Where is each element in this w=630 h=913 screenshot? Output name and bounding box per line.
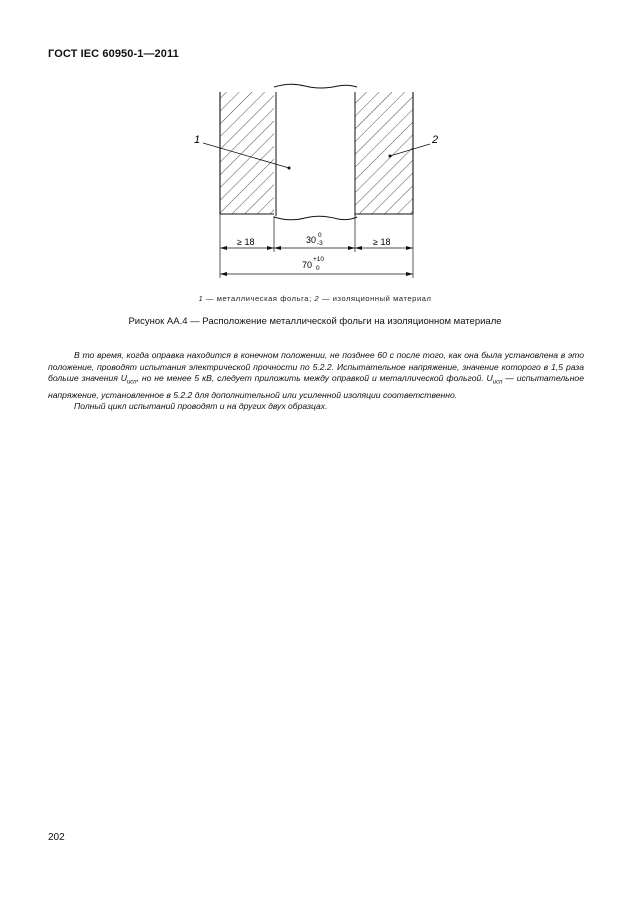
callout-1: 1 [194,134,201,146]
paragraph-1: В то время, когда оправка находится в конечном положении, не позднее 60 с после того, как она была установлена в это положение, проводят испытания электрической прочности по 5.2.2. Испытательное напряжение, значение которого в 1,5 раза больше значения $U_{исп}$, но не менее 5 кВ, следует приложить между оправкой и металлической фольгой. $U_{исп}$ — испытательное напряжение, установленное в 5.2.2 для дополнительной или усиленной изоляции соответственно. [48,350,584,400]
legend-num-1: 1 [198,294,204,303]
figure-foil-diagram [0,0,630,300]
page-number: 202 [48,832,65,843]
dim-left: ≥ 18 [237,237,255,247]
insulation-right [355,92,413,214]
figure-caption: Рисунок АА.4 — Расположение металлической фольги на изоляционном материале [128,316,502,327]
dim-middle: 30 [306,235,317,245]
dim-middle-lower: -3 [317,240,323,247]
insulation-left [220,92,274,214]
dim-total: 70 [302,260,313,270]
legend-num-2: 2 [314,294,320,303]
paragraph-2: Полный цикл испытаний проводят и на других двух образцах. [74,401,328,412]
dim-right: ≥ 18 [373,237,391,247]
callout-2: 2 [432,134,439,146]
figure-legend [0,294,630,303]
document-header: ГОСТ IEC 60950-1—2011 [48,48,179,60]
legend-text-2: — изоляционный материал [321,294,432,303]
foil-top-break [274,84,357,88]
dim-total-lower: 0 [316,265,320,272]
legend-text-1: — металлическая фольга; [205,294,312,303]
body-text [48,350,584,413]
foil-bottom-break [274,216,357,220]
dim-middle-upper: 0 [318,232,322,239]
dim-total-upper: +10 [313,256,325,263]
